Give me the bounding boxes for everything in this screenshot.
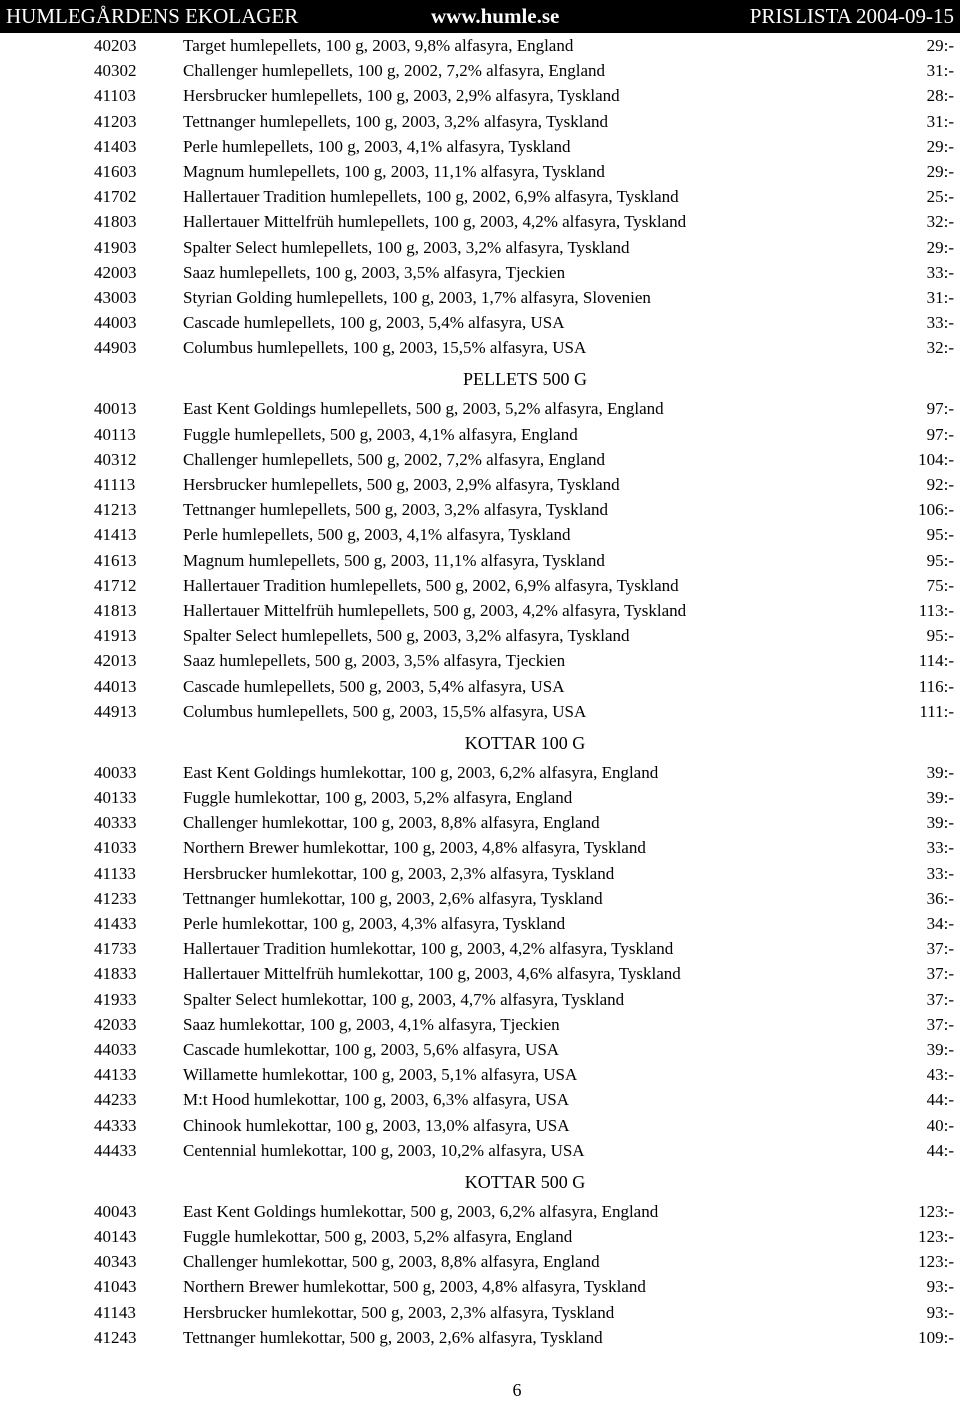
article-number: 41243 — [94, 1327, 137, 1347]
page-number: 6 — [512, 1380, 522, 1400]
page-header — [0, 0, 960, 33]
list-item — [0, 1249, 960, 1274]
article-number: 40013 — [94, 399, 137, 419]
list-item — [0, 159, 960, 184]
product-description: Hersbrucker humlepellets, 500 g, 2003, 2,9% alfasyra, Tyskland — [183, 475, 620, 494]
price: 106:- — [918, 500, 954, 520]
list-item — [0, 699, 960, 724]
list-item — [0, 209, 960, 234]
company-name: HUMLEGÅRDENS EKOLAGER — [6, 4, 299, 28]
price: 43:- — [926, 1065, 954, 1085]
product-description: Perle humlepellets, 100 g, 2003, 4,1% alfasyra, Tyskland — [183, 136, 571, 156]
article-number: 41043 — [94, 1277, 137, 1297]
product-description: Spalter Select humlekottar, 100 g, 2003, 4,7% alfasyra, Tyskland — [183, 989, 625, 1009]
price: 39:- — [926, 813, 954, 833]
list-item — [0, 1062, 960, 1087]
product-description: Centennial humlekottar, 100 g, 2003, 10,2% alfasyra, USA — [183, 1140, 585, 1160]
product-description: M:t Hood humlekottar, 100 g, 2003, 6,3% alfasyra, USA — [183, 1090, 570, 1110]
article-number: 41203 — [94, 111, 137, 131]
price: 33:- — [926, 313, 954, 333]
price: 25:- — [926, 187, 954, 207]
list-item — [0, 1199, 960, 1224]
price: 33:- — [926, 863, 954, 883]
price: 40:- — [926, 1115, 954, 1135]
product-description: Willamette humlekottar, 100 g, 2003, 5,1% alfasyra, USA — [183, 1065, 578, 1085]
price: 37:- — [926, 1014, 954, 1034]
article-number: 40312 — [94, 449, 137, 469]
price: 111:- — [919, 701, 954, 721]
list-item — [0, 785, 960, 810]
article-number: 42013 — [94, 651, 137, 671]
product-description: Challenger humlepellets, 100 g, 2002, 7,2% alfasyra, England — [183, 61, 606, 81]
list-item — [0, 1224, 960, 1249]
product-description: East Kent Goldings humlepellets, 500 g, 2003, 5,2% alfasyra, England — [183, 399, 664, 419]
article-number: 44233 — [94, 1090, 137, 1110]
list-item — [0, 447, 960, 472]
article-number: 41813 — [94, 600, 137, 620]
list-item — [0, 886, 960, 911]
list-item — [0, 1325, 960, 1350]
list-item — [0, 1274, 960, 1299]
product-description: Magnum humlepellets, 100 g, 2003, 11,1% alfasyra, Tyskland — [183, 161, 605, 181]
list-item — [0, 310, 960, 335]
price: 123:- — [918, 1201, 954, 1221]
article-number: 41433 — [94, 914, 137, 933]
article-number: 41712 — [94, 575, 137, 595]
price: 113:- — [918, 600, 954, 620]
product-description: East Kent Goldings humlekottar, 500 g, 2003, 6,2% alfasyra, England — [183, 1201, 659, 1221]
product-description: Columbus humlepellets, 500 g, 2003, 15,5% alfasyra, USA — [183, 701, 587, 721]
product-description: Chinook humlekottar, 100 g, 2003, 13,0% alfasyra, USA — [183, 1115, 570, 1135]
article-number: 40333 — [94, 813, 137, 833]
price: 123:- — [918, 1252, 954, 1272]
product-description: Hersbrucker humlekottar, 100 g, 2003, 2,3% alfasyra, Tyskland — [183, 863, 615, 883]
article-number: 44333 — [94, 1115, 137, 1135]
product-description: Tettnanger humlekottar, 100 g, 2003, 2,6% alfasyra, Tyskland — [183, 888, 603, 908]
price: 123:- — [918, 1227, 954, 1247]
price: 36:- — [926, 888, 954, 908]
list-item — [0, 422, 960, 447]
price: 39:- — [926, 762, 954, 782]
product-description: Saaz humlepellets, 100 g, 2003, 3,5% alfasyra, Tjeckien — [183, 262, 566, 282]
article-number: 41113 — [94, 475, 136, 494]
product-description: Fuggle humlepellets, 500 g, 2003, 4,1% alfasyra, England — [183, 424, 578, 444]
list-item — [0, 674, 960, 699]
price: 29:- — [926, 36, 954, 55]
product-description: Spalter Select humlepellets, 100 g, 2003, 3,2% alfasyra, Tyskland — [183, 237, 630, 257]
price: 109:- — [918, 1327, 954, 1347]
article-number: 40113 — [94, 424, 136, 444]
article-number: 40033 — [94, 762, 137, 782]
product-description: Saaz humlepellets, 500 g, 2003, 3,5% alfasyra, Tjeckien — [183, 651, 566, 671]
website-link[interactable]: www.humle.se — [431, 4, 560, 28]
product-description: Spalter Select humlepellets, 500 g, 2003, 3,2% alfasyra, Tyskland — [183, 626, 630, 646]
price: 34:- — [926, 914, 954, 933]
article-number: 44903 — [94, 338, 137, 358]
article-number: 41133 — [94, 863, 136, 883]
price: 31:- — [926, 111, 954, 131]
list-item — [0, 835, 960, 860]
list-item — [0, 760, 960, 785]
article-number: 44013 — [94, 676, 137, 696]
product-description: Perle humlekottar, 100 g, 2003, 4,3% alfasyra, Tyskland — [183, 914, 566, 933]
price-list-date: PRISLISTA 2004-09-15 — [749, 4, 954, 28]
product-description: Northern Brewer humlekottar, 100 g, 2003, 4,8% alfasyra, Tyskland — [183, 838, 646, 858]
article-number: 44913 — [94, 701, 137, 721]
article-number: 41233 — [94, 888, 137, 908]
list-item — [0, 1087, 960, 1112]
article-number: 41143 — [94, 1302, 136, 1322]
list-item — [0, 472, 960, 497]
article-number: 40203 — [94, 36, 137, 55]
article-number: 40043 — [94, 1201, 137, 1221]
article-number: 41803 — [94, 212, 137, 232]
article-number: 41603 — [94, 161, 137, 181]
article-number: 41933 — [94, 989, 137, 1009]
list-item — [0, 1113, 960, 1138]
article-number: 41733 — [94, 939, 137, 959]
price: 37:- — [926, 964, 954, 984]
article-number: 44033 — [94, 1039, 137, 1059]
list-item — [0, 961, 960, 986]
price: 28:- — [926, 86, 954, 106]
price: 33:- — [926, 262, 954, 282]
product-description: Hallertauer Mittelfrüh humlepellets, 500 g, 2003, 4,2% alfasyra, Tyskland — [183, 600, 687, 620]
price: 104:- — [918, 449, 954, 469]
list-item — [0, 335, 960, 360]
article-number: 42003 — [94, 262, 137, 282]
price: 29:- — [926, 237, 954, 257]
list-item — [0, 396, 960, 421]
list-item — [0, 260, 960, 285]
section-title: KOTTAR 500 G — [464, 1171, 586, 1192]
list-item — [0, 1037, 960, 1062]
price: 33:- — [926, 838, 954, 858]
list-item — [0, 1138, 960, 1163]
product-description: Magnum humlepellets, 500 g, 2003, 11,1% alfasyra, Tyskland — [183, 550, 605, 570]
list-item — [0, 987, 960, 1012]
product-description: Cascade humlepellets, 500 g, 2003, 5,4% alfasyra, USA — [183, 676, 565, 696]
list-item — [0, 83, 960, 108]
section-title: KOTTAR 100 G — [464, 732, 586, 753]
article-number: 41613 — [94, 550, 137, 570]
price: 31:- — [926, 61, 954, 81]
product-description: Target humlepellets, 100 g, 2003, 9,8% alfasyra, England — [183, 36, 574, 55]
product-description: Hersbrucker humlepellets, 100 g, 2003, 2,9% alfasyra, Tyskland — [183, 86, 620, 106]
list-item — [0, 285, 960, 310]
price: 114:- — [918, 651, 954, 671]
list-item — [0, 911, 960, 936]
price: 37:- — [926, 989, 954, 1009]
product-description: Hallertauer Tradition humlepellets, 500 g, 2002, 6,9% alfasyra, Tyskland — [183, 575, 679, 595]
list-item — [0, 33, 960, 58]
section-title: PELLETS 500 G — [463, 369, 587, 390]
price: 93:- — [926, 1302, 954, 1322]
article-number: 41403 — [94, 136, 137, 156]
article-number: 44133 — [94, 1065, 137, 1085]
price: 32:- — [926, 212, 954, 232]
product-description: Hallertauer Mittelfrüh humlekottar, 100 g, 2003, 4,6% alfasyra, Tyskland — [183, 964, 681, 984]
article-number: 40302 — [94, 61, 137, 81]
price: 39:- — [926, 1039, 954, 1059]
article-number: 41913 — [94, 626, 137, 646]
list-item — [0, 861, 960, 886]
list-item — [0, 497, 960, 522]
price: 95:- — [926, 525, 954, 545]
price: 29:- — [926, 161, 954, 181]
price-list — [0, 33, 960, 1350]
price: 92:- — [926, 475, 954, 494]
price: 29:- — [926, 136, 954, 156]
article-number: 41903 — [94, 237, 137, 257]
product-description: Tettnanger humlepellets, 500 g, 2003, 3,2% alfasyra, Tyskland — [183, 500, 609, 520]
list-item — [0, 109, 960, 134]
product-description: Challenger humlepellets, 500 g, 2002, 7,2% alfasyra, England — [183, 449, 606, 469]
list-item — [0, 648, 960, 673]
article-number: 41103 — [94, 86, 136, 106]
list-item — [0, 235, 960, 260]
list-item — [0, 1012, 960, 1037]
list-item — [0, 936, 960, 961]
product-description: Styrian Golding humlepellets, 100 g, 2003, 1,7% alfasyra, Slovenien — [183, 287, 651, 307]
product-description: Northern Brewer humlekottar, 500 g, 2003, 4,8% alfasyra, Tyskland — [183, 1277, 646, 1297]
product-description: Challenger humlekottar, 100 g, 2003, 8,8% alfasyra, England — [183, 813, 600, 833]
list-item — [0, 623, 960, 648]
price: 95:- — [926, 626, 954, 646]
product-description: Columbus humlepellets, 100 g, 2003, 15,5% alfasyra, USA — [183, 338, 587, 358]
price: 31:- — [926, 287, 954, 307]
article-number: 43003 — [94, 287, 137, 307]
price: 97:- — [926, 399, 954, 419]
price: 37:- — [926, 939, 954, 959]
product-description: Hersbrucker humlekottar, 500 g, 2003, 2,3% alfasyra, Tyskland — [183, 1302, 615, 1322]
price: 44:- — [926, 1140, 954, 1160]
price: 93:- — [926, 1277, 954, 1297]
list-item — [0, 810, 960, 835]
product-description: Cascade humlepellets, 100 g, 2003, 5,4% alfasyra, USA — [183, 313, 565, 333]
product-description: Saaz humlekottar, 100 g, 2003, 4,1% alfasyra, Tjeckien — [183, 1014, 560, 1034]
list-item — [0, 598, 960, 623]
product-description: East Kent Goldings humlekottar, 100 g, 2003, 6,2% alfasyra, England — [183, 762, 659, 782]
product-description: Perle humlepellets, 500 g, 2003, 4,1% alfasyra, Tyskland — [183, 525, 571, 545]
product-description: Cascade humlekottar, 100 g, 2003, 5,6% alfasyra, USA — [183, 1039, 560, 1059]
product-description: Challenger humlekottar, 500 g, 2003, 8,8% alfasyra, England — [183, 1252, 600, 1272]
list-item — [0, 58, 960, 83]
article-number: 41213 — [94, 500, 137, 520]
list-item — [0, 184, 960, 209]
article-number: 44433 — [94, 1140, 137, 1160]
product-description: Hallertauer Tradition humlepellets, 100 g, 2002, 6,9% alfasyra, Tyskland — [183, 187, 679, 207]
article-number: 41413 — [94, 525, 137, 545]
list-item — [0, 1300, 960, 1325]
price: 116:- — [918, 676, 954, 696]
list-item — [0, 548, 960, 573]
article-number: 41702 — [94, 187, 137, 207]
product-description: Hallertauer Tradition humlekottar, 100 g, 2003, 4,2% alfasyra, Tyskland — [183, 939, 674, 959]
article-number: 40143 — [94, 1227, 137, 1247]
article-number: 44003 — [94, 313, 137, 333]
price: 75:- — [926, 575, 954, 595]
list-item — [0, 573, 960, 598]
product-description: Tettnanger humlekottar, 500 g, 2003, 2,6% alfasyra, Tyskland — [183, 1327, 603, 1347]
product-description: Fuggle humlekottar, 100 g, 2003, 5,2% alfasyra, England — [183, 788, 573, 808]
article-number: 41033 — [94, 838, 137, 858]
article-number: 42033 — [94, 1014, 137, 1034]
product-description: Fuggle humlekottar, 500 g, 2003, 5,2% alfasyra, England — [183, 1227, 573, 1247]
product-description: Hallertauer Mittelfrüh humlepellets, 100 g, 2003, 4,2% alfasyra, Tyskland — [183, 212, 687, 232]
product-description: Tettnanger humlepellets, 100 g, 2003, 3,2% alfasyra, Tyskland — [183, 111, 609, 131]
price: 95:- — [926, 550, 954, 570]
article-number: 40133 — [94, 788, 137, 808]
list-item — [0, 522, 960, 547]
article-number: 41833 — [94, 964, 137, 984]
price: 39:- — [926, 788, 954, 808]
article-number: 40343 — [94, 1252, 137, 1272]
price: 97:- — [926, 424, 954, 444]
price: 32:- — [926, 338, 954, 358]
list-item — [0, 134, 960, 159]
price: 44:- — [926, 1090, 954, 1110]
